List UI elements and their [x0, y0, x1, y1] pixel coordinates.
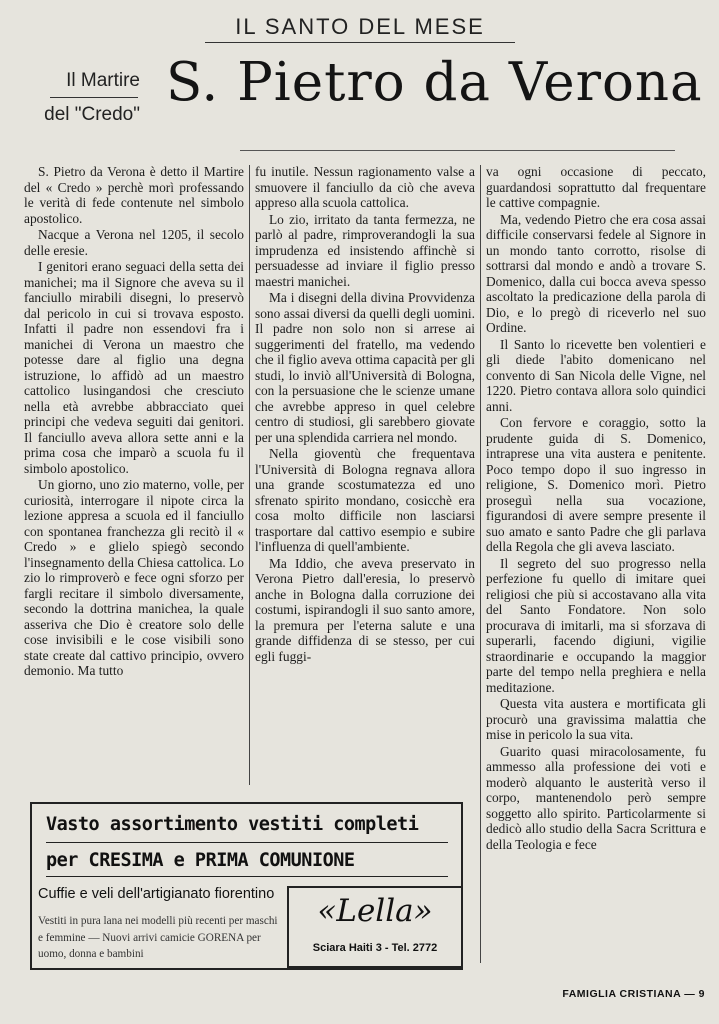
subtitle-line-1: Il Martire: [66, 70, 140, 91]
advertisement: [30, 802, 463, 970]
ad-tagline: Cuffie e veli dell'artigianato fiorentino: [38, 886, 275, 902]
title-rule: [240, 150, 675, 151]
article-column-1: [24, 164, 244, 789]
brand-name: «Lella»: [317, 893, 433, 929]
paragraph: Questa vita austera e mortificata gli procurò una gravissima malattia che mise in pericolo la sua vita.: [486, 696, 706, 742]
shop-address: Sciara Haiti 3 - Tel. 2772: [312, 942, 438, 954]
paragraph: I genitori erano seguaci della setta dei manichei; ma il Signore che aveva su il fanciullo mirabili disegni, lo preservò dal pericolo in cui si trovava esposto. Infatti il padre non essendovi fra i manichei di Verona un maestro che potesse dare al figlio una degna istruzione, lo affidò ad un maestro cattolico lusingandosi che cresciuto nella età avrebbe abbracciato quei principi che vedeva seguiti dai genitori. Il fanciullo aveva allora sette anni e la prima cosa che imparò a scuola fu il simbolo apostolico.: [24, 259, 244, 476]
ad-brand-box: [287, 886, 463, 968]
ad-description: Vestiti in pura lana nei modelli più recenti per maschi e femmine — Nuovi arrivi camicie GORENA per uomo, donna e bambini: [38, 915, 278, 960]
paragraph: Nacque a Verona nel 1205, il secolo delle eresie.: [24, 227, 244, 258]
paragraph: Il segreto del suo progresso nella perfezione fu quello di imitare quei religiosi che più si accostavano alla vita del Santo Fondatore. Non solo procurava di imitarli, ma si sforzava di superarli, facendo digiuni, vigilie straordinarie e occupando la maggior parte del tempo nella preghiera e nella meditazione.: [486, 555, 706, 695]
paragraph: Lo zio, irritato da tanta fermezza, ne parlò al padre, rimproverandogli la sua imprudenza ed insistendo affinchè si persuadesse ad inviare il figlio presso maestri manichei.: [255, 211, 475, 289]
paragraph: Nella gioventù che frequentava l'Università di Bologna regnava allora una grande scostumatezza ed uno sfrenato spirito mondano, cosicchè era cosa molto difficile non lasciarsi trasportare dal cattivo esempio e subire l'influenza di quell'ambiente.: [255, 446, 475, 554]
column-divider: [249, 165, 250, 785]
paragraph-continuation: va ogni occasione di peccato, guardandosi soprattutto dal frequentare le cattive compagnie.: [486, 164, 706, 210]
paragraph-continuation: fu inutile. Nessun ragionamento valse a smuovere il fanciullo da ciò che aveva appreso alla scuola cattolica.: [255, 164, 475, 210]
ad-rule: [46, 876, 448, 877]
paragraph: Ma Iddio, che aveva preservato in Verona Pietro dall'eresia, lo preservò anche in Bologna dalla corruzione dei costumi, ispirandogli il suo santo amore, la premura per l'eterna salute e una grande diffidenza di se stesso, per cui egli fuggi-: [255, 555, 475, 664]
ad-rule: [46, 842, 448, 843]
subtitle-block: [18, 64, 140, 132]
ad-headline: Vasto assortimento vestiti completi: [46, 814, 419, 835]
article-column-2: [255, 164, 475, 789]
paragraph: Ma, vedendo Pietro che era cosa assai difficile conservarsi fedele al Signore in un mondo tanto corrotto, risolse di sottrarsi dal mondo e andò a trovare S. Domenico, dalla cui bocca aveva spesso ascoltato la predicazione della parola di Dio, e lo pregò di riceverlo nel suo Ordine.: [486, 211, 706, 335]
paragraph: S. Pietro da Verona è detto il Martire del « Credo » perchè morì professando le verità di fede contenute nel simbolo apostolico.: [24, 164, 244, 226]
paragraph: Con fervore e coraggio, sotto la prudente guida di S. Domenico, intraprese una vita austera e penitente. Poco tempo dopo il suo ingresso in religione, S. Domenico morì. Pietro proseguì nella sua vocazione, figurandosi di avere sempre presente il suo amato e santo Padre che gli parlava della Regola che gli aveva lasciato.: [486, 415, 706, 554]
paragraph: Ma i disegni della divina Provvidenza sono assai diversi da quelli degli uomini. Il padre non solo non si arrese ai suggerimenti del fratello, ma vedendo che il figlio aveva ottima capacità per gli studi, lo inviò all'Università di Bologna, con la persuasione che le scienze umane che avrebbe appreso in quel celebre centro di studiosi, gli sarebbero giovate per una splendida carriera nel mondo.: [255, 290, 475, 445]
paragraph: Guarito quasi miracolosamente, fu ammesso alla professione dei voti e moderò alquanto le austerità verso il corpo, mantenendolo però sempre soggetto allo spirito. Particolarmente si dedicò allo studio della Sacra Scrittura e della Teologia e fece: [486, 743, 706, 852]
subtitle-line-2: del "Credo": [44, 104, 140, 125]
subtitle-rule: [50, 97, 138, 98]
ad-subheadline: per CRESIMA e PRIMA COMUNIONE: [46, 850, 355, 871]
column-divider: [480, 165, 481, 963]
paragraph: Il Santo lo ricevette ben volentieri e gli diede l'abito domenicano nel convento di San Nicola delle Vigne, nel 1220. Pietro contava allora solo quindici anni.: [486, 336, 706, 414]
paragraph: Un giorno, uno zio materno, volle, per curiosità, interrogare il nipote circa la lezione appresa a scuola ed il fanciullo con spontanea franchezza gli recitò il « Credo » e glielo spiegò secondo l'insegnamento della Chiesa cattolica. Lo zio lo rimproverò e fece ogni sforzo per fargli recitare il simbolo diversamente, secondo la dottrina manichea, la quale asseriva che Dio è creatore solo delle cose invisibili e le cose visibili sono state create dal cattivo principio, ovvero demonio. Ma tutto: [24, 477, 244, 678]
section-kicker: IL SANTO DEL MESE: [235, 14, 485, 39]
page-footer: FAMIGLIA CRISTIANA — 9: [562, 988, 705, 1000]
article-column-3: [486, 164, 706, 964]
page-title: S. Pietro da Verona: [166, 52, 703, 113]
kicker-rule: [205, 42, 515, 43]
